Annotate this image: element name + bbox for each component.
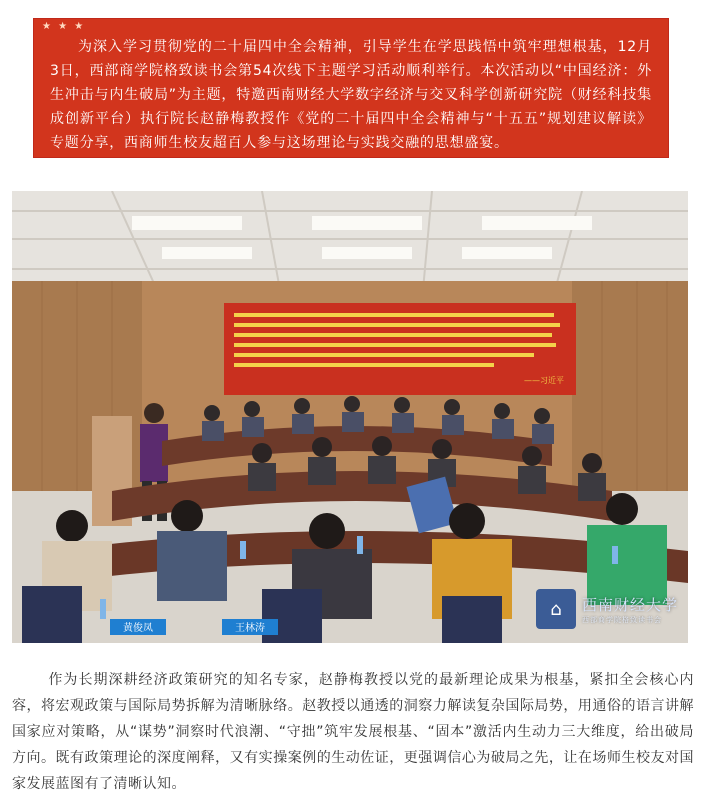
nameplate-2: 王林涛	[235, 623, 265, 634]
school-watermark	[536, 589, 678, 629]
star-decoration: ★ ★ ★	[42, 21, 86, 32]
intro-text: 为深入学习贯彻党的二十届四中全会精神，引导学生在学思践悟中筑牢理想根基，12月3日，西部商学院格致读书会第54次线下主题学习活动顺利举行。本次活动以“中国经济：外生冲击与内生破局”为主题，特邀西南财经大学数字经济与交叉科学创新研究院（财经科技集成创新平台）执行院长赵静梅教授作《党的二十届四中全会精神与“十五五”规划建议解读》专题分享，西商师生校友超百人参与这场理论与实践交融的思想盛宴。	[50, 39, 652, 151]
banner-signature: ——习近平	[524, 376, 564, 385]
body-paragraph: 作为长期深耕经济政策研究的知名专家，赵静梅教授以党的最新理论成果为根基，紧扣全会核心内容，将宏观政策与国际局势拆解为清晰脉络。赵教授以通透的洞察力解读复杂国际局势，用通俗的语言讲解国家应对策略，从“谋势”洞察时代浪潮、“守拙”筑牢发展根基、“固本”激活内生动力三大维度，给出破局方向。既有政策理论的深度阐释，又有实操案例的生动佐证，更强调信心为破局之先，让在场师生校友对国家发展蓝图有了清晰认知。	[12, 672, 694, 792]
intro-banner	[33, 18, 669, 158]
nameplate-1: 黄俊凤	[123, 623, 153, 634]
school-logo-icon: ⌂	[536, 589, 576, 629]
event-photo	[12, 191, 688, 643]
event-photo-illustration	[12, 191, 688, 643]
watermark-school-name: 西南财经大学	[581, 595, 678, 614]
watermark-sub-text: 西部商学院格致读书会	[581, 615, 662, 624]
